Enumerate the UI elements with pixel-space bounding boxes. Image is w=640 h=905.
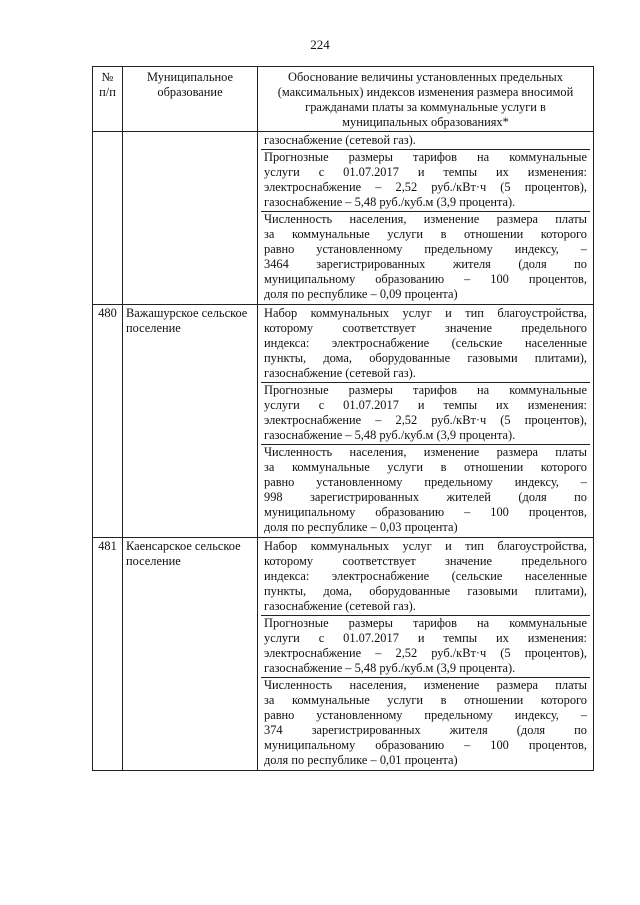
text-line: пункты, дома, оборудованные газовыми плитами), — [264, 584, 587, 598]
header-num: № п/п — [93, 67, 123, 132]
text-line: доля по республике – 0,09 процента) — [264, 287, 458, 301]
text-line: электроснабжение – 2,52 руб./кВт·ч (5 процентов), — [264, 180, 587, 194]
text-block-population — [261, 677, 590, 769]
text-block-tariffs — [261, 615, 590, 677]
cell-municipality — [123, 132, 258, 305]
text-block-infrastructure — [261, 306, 590, 382]
municipal-index-table — [92, 66, 594, 771]
header-municipality: Муниципальное образование — [123, 67, 258, 132]
text-line: равно установленному предельному индексу, – — [264, 708, 587, 722]
text-line: газоснабжение – 5,48 руб./куб.м (3,9 процента). — [264, 661, 516, 675]
text-line: индекса: электроснабжение (сельские населенные — [264, 569, 587, 583]
text-line: Прогнозные размеры тарифов на коммунальные — [264, 616, 587, 630]
text-line: Прогнозные размеры тарифов на коммунальные — [264, 150, 587, 164]
text-line: услуги с 01.07.2017 и темпы их изменения: — [264, 631, 587, 645]
text-line: муниципальному образованию – 100 процентов, — [264, 738, 587, 752]
text-line: равно установленному предельному индексу, – — [264, 475, 587, 489]
text-line: услуги с 01.07.2017 и темпы их изменения: — [264, 398, 587, 412]
text-block-infrastructure — [261, 133, 590, 149]
table-row — [93, 305, 594, 538]
header-justification: Обоснование величины установленных предельных (максимальных) индексов изменения размера вносимой гражданами платы за коммунальные услуги в муниципальных образованиях* — [258, 67, 594, 132]
text-line: 998 зарегистрированных жителей (доля по — [264, 490, 587, 504]
text-line: услуги с 01.07.2017 и темпы их изменения: — [264, 165, 587, 179]
text-line: муниципальному образованию – 100 процентов, — [264, 505, 587, 519]
text-line: которому соответствует значение предельного — [264, 554, 587, 568]
text-line: которому соответствует значение предельного — [264, 321, 587, 335]
text-line: Набор коммунальных услуг и тип благоустройства, — [264, 306, 587, 320]
text-line: доля по республике – 0,01 процента) — [264, 753, 458, 767]
cell-justification — [258, 132, 594, 305]
text-line: 374 зарегистрированных жителя (доля по — [264, 723, 587, 737]
cell-justification — [258, 305, 594, 538]
text-line: Набор коммунальных услуг и тип благоустройства, — [264, 539, 587, 553]
text-line: индекса: электроснабжение (сельские населенные — [264, 336, 587, 350]
text-block-infrastructure — [261, 539, 590, 615]
text-line: за коммунальные услуги в отношении которого — [264, 227, 587, 241]
text-block-tariffs — [261, 382, 590, 444]
cell-num: 481 — [93, 538, 123, 771]
text-line: газоснабжение – 5,48 руб./куб.м (3,9 процента). — [264, 428, 516, 442]
text-line: Численность населения, изменение размера платы — [264, 445, 587, 459]
text-line: 3464 зарегистрированных жителя (доля по — [264, 257, 587, 271]
text-line: муниципальному образованию – 100 процентов, — [264, 272, 587, 286]
text-line: доля по республике – 0,03 процента) — [264, 520, 458, 534]
cell-num — [93, 132, 123, 305]
text-line: газоснабжение (сетевой газ). — [264, 133, 416, 147]
text-line: пункты, дома, оборудованные газовыми плитами), — [264, 351, 587, 365]
table-row-continuation — [93, 132, 594, 305]
text-line: Численность населения, изменение размера платы — [264, 212, 587, 226]
text-line: электроснабжение – 2,52 руб./кВт·ч (5 процентов), — [264, 413, 587, 427]
cell-municipality: Каенсарское сельское поселение — [123, 538, 258, 771]
cell-num: 480 — [93, 305, 123, 538]
text-line: Численность населения, изменение размера платы — [264, 678, 587, 692]
text-block-population — [261, 211, 590, 303]
text-line: Прогнозные размеры тарифов на коммунальные — [264, 383, 587, 397]
text-line: газоснабжение (сетевой газ). — [264, 599, 416, 613]
text-line: электроснабжение – 2,52 руб./кВт·ч (5 процентов), — [264, 646, 587, 660]
text-line: за коммунальные услуги в отношении которого — [264, 460, 587, 474]
cell-justification — [258, 538, 594, 771]
cell-municipality: Важашурское сельское поселение — [123, 305, 258, 538]
text-block-tariffs — [261, 149, 590, 211]
table-row — [93, 538, 594, 771]
table-header-row — [93, 67, 594, 132]
page-number: 224 — [310, 37, 330, 52]
text-block-population — [261, 444, 590, 536]
text-line: за коммунальные услуги в отношении которого — [264, 693, 587, 707]
text-line: газоснабжение – 5,48 руб./куб.м (3,9 процента). — [264, 195, 516, 209]
text-line: газоснабжение (сетевой газ). — [264, 366, 416, 380]
text-line: равно установленному предельному индексу, – — [264, 242, 587, 256]
